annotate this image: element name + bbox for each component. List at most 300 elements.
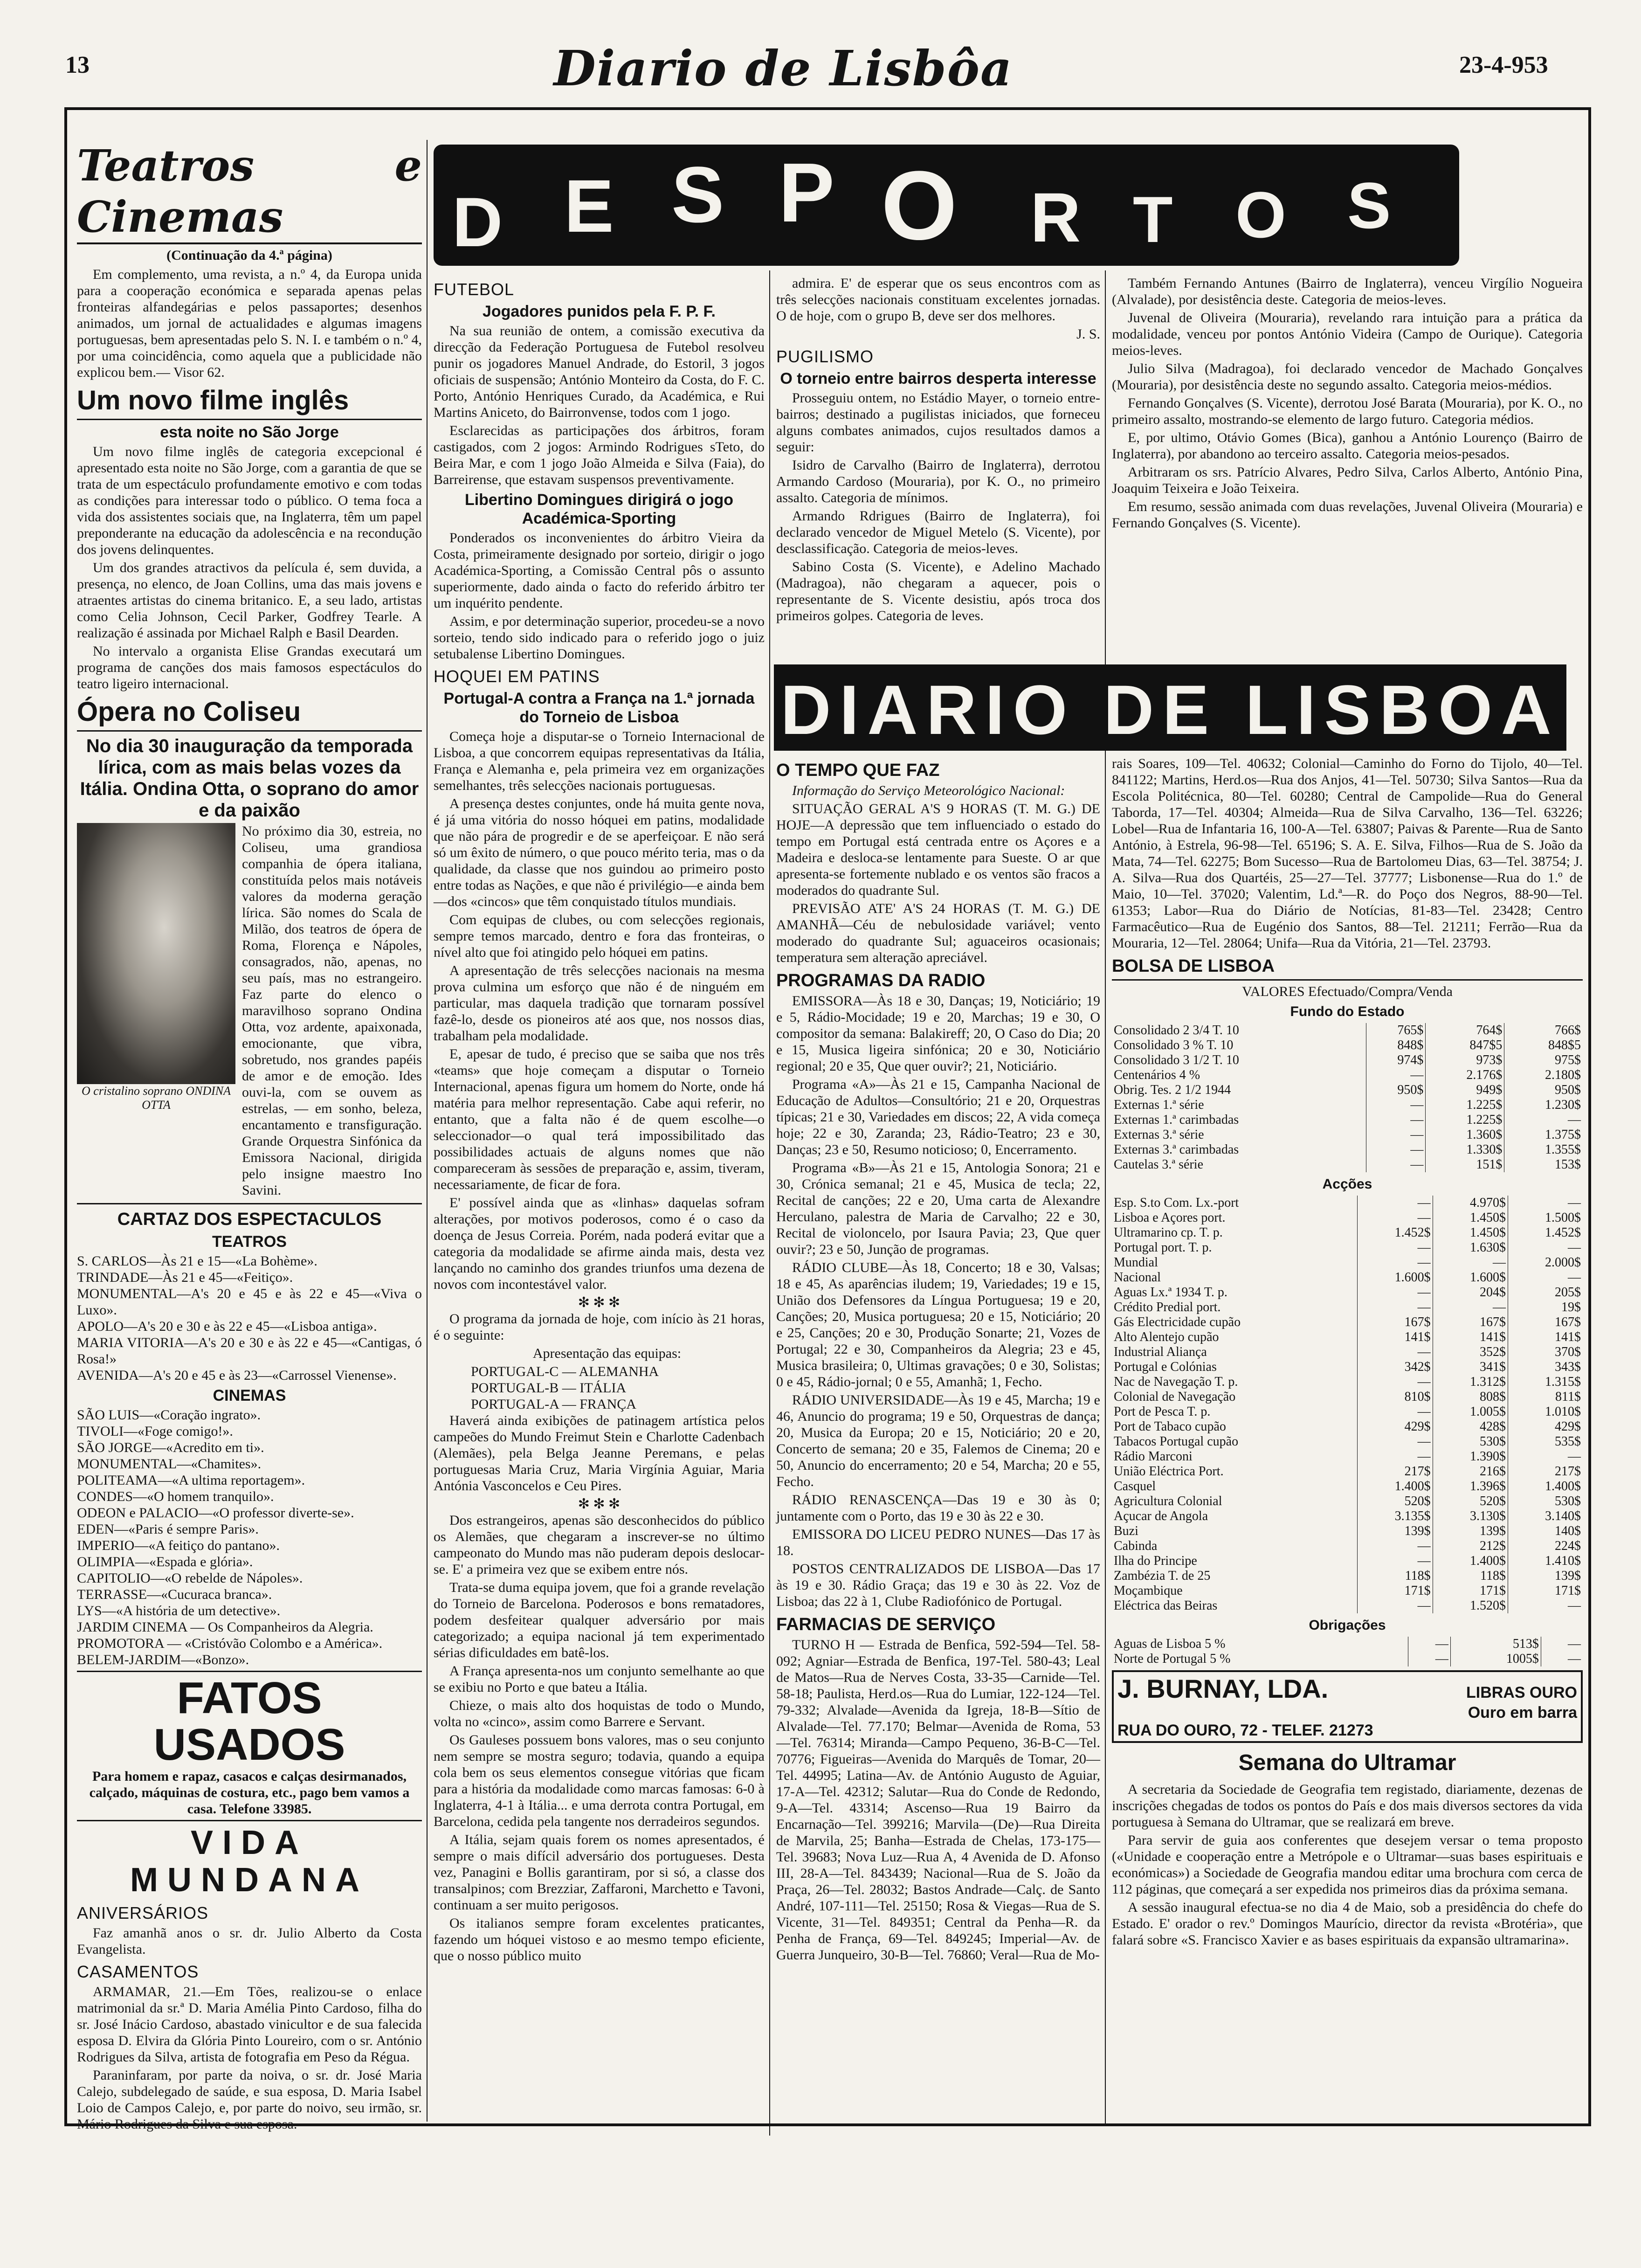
list-item: TIVOLI—«Foge comigo!». — [77, 1424, 233, 1439]
price-cell: 217$ — [1508, 1464, 1583, 1479]
security-name: Norte de Portugal 5 % — [1114, 1652, 1231, 1666]
price-cell: 3.135$ — [1358, 1509, 1433, 1524]
paragraph: Com equipas de clubes, ou com selecções regionais, sempre temos marcado, dentro e fora das fronteiras, o nível alto que foi atingido pelo hóquei em patins. — [434, 912, 765, 960]
list-item: PROMOTORA — «Cristóvão Colombo e a América». — [77, 1636, 383, 1651]
article-heading: Um novo filme inglês — [77, 385, 349, 415]
price-cell: 1.600$ — [1358, 1270, 1433, 1285]
article-heading: Libertino Domingues dirigirá o jogo Académica-Sporting — [464, 491, 734, 527]
table-row — [1112, 1196, 1583, 1210]
price-cell: 1.230$ — [1504, 1098, 1583, 1113]
article-heading: Portugal-A contra a França na 1.ª jornada do Torneio de Lisboa — [443, 690, 755, 726]
table-row — [1112, 1330, 1583, 1345]
banner-letter: T — [1133, 183, 1173, 256]
subsection-heading: CINEMAS — [213, 1387, 286, 1404]
table-row — [1112, 1583, 1583, 1598]
paragraph: Em resumo, sessão animada com duas revelações, Juvenal Oliveira (Mouraria) e Fernando Gonçalves (S. Vicente). — [1112, 499, 1583, 531]
price-cell: 141$ — [1508, 1330, 1583, 1345]
column-boxing — [776, 275, 1100, 657]
column-sports — [434, 275, 765, 2122]
article-heading: BOLSA DE LISBOA — [1112, 956, 1275, 976]
column-services — [776, 755, 1100, 2122]
table-row — [1112, 1285, 1583, 1300]
paragraph: Isidro de Carvalho (Bairro de Inglaterra), derrotou Armando Cardoso (Mouraria), por K. O., no primeiro assalto. Categoria de mínimos. — [776, 457, 1100, 505]
masthead: Diario de Lisbôa — [553, 40, 1013, 97]
price-cell: 224$ — [1508, 1539, 1583, 1554]
article-heading: O TEMPO QUE FAZ — [776, 761, 940, 780]
banner-letter: P — [779, 146, 835, 240]
table-header: VALORES Efectuado/Compra/Venda — [1242, 984, 1453, 999]
price-cell: 205$ — [1508, 1285, 1583, 1300]
table-row — [1112, 1419, 1583, 1434]
price-cell: 1.600$ — [1433, 1270, 1508, 1285]
price-cell: 2.180$ — [1504, 1068, 1583, 1083]
price-cell: 342$ — [1358, 1360, 1433, 1375]
price-cell: 848$5 — [1504, 1038, 1583, 1053]
price-cell: 141$ — [1433, 1330, 1508, 1345]
price-cell: 1.225$ — [1426, 1113, 1504, 1127]
security-name: Moçambique — [1114, 1583, 1183, 1598]
price-cell: — — [1508, 1240, 1583, 1255]
price-cell: 139$ — [1508, 1569, 1583, 1583]
banner-letter: O — [881, 151, 958, 260]
price-cell: 1.450$ — [1433, 1210, 1508, 1225]
paragraph: E, por ultimo, Otávio Gomes (Bica), ganhou a António Lourenço (Bairro de Inglaterra), por abandono ao terceiro assalto. Categoria meios-pesados. — [1112, 430, 1583, 462]
price-cell: 141$ — [1358, 1330, 1433, 1345]
table-row — [1112, 1127, 1583, 1142]
subsection-heading: TEATROS — [212, 1233, 287, 1251]
paragraph: Informação do Serviço Meteorológico Nacional: — [792, 783, 1065, 798]
paragraph: Prosseguiu ontem, no Estádio Mayer, o torneio entre-bairros; destinado a pugilistas iniciados, que forneceu alguns combates animados, cujos resultados damos a seguir: — [776, 390, 1100, 455]
banner-title: DIARIO DE LISBOA — [780, 671, 1560, 749]
list-item: CAPITOLIO—«O rebelde de Nápoles». — [77, 1570, 303, 1586]
price-cell: — — [1358, 1375, 1433, 1390]
category-label: PUGILISMO — [776, 347, 874, 366]
security-name: Externas 3.ª carimbadas — [1114, 1142, 1239, 1157]
price-cell: — — [1366, 1157, 1426, 1172]
price-cell: 151$ — [1426, 1157, 1504, 1172]
list-item: OLIMPIA—«Espada e glória». — [77, 1554, 253, 1570]
table-row — [1112, 1113, 1583, 1127]
security-name: Açucar de Angola — [1114, 1509, 1208, 1523]
security-name: Crédito Predial port. — [1114, 1300, 1221, 1314]
price-cell: 139$ — [1433, 1524, 1508, 1539]
price-cell: — — [1541, 1637, 1583, 1652]
table-row — [1112, 1434, 1583, 1449]
banner-letter: E — [564, 164, 614, 248]
price-cell: — — [1508, 1598, 1583, 1613]
paragraph: O programa da jornada de hoje, com início às 21 horas, é o seguinte: — [434, 1311, 765, 1343]
price-cell: — — [1508, 1196, 1583, 1210]
article-subheading: No dia 30 inauguração da temporada lírica, com as mais belas vozes da Itália. Ondina Otta, o soprano do amor e da paixão — [80, 736, 419, 821]
price-cell: 4.970$ — [1433, 1196, 1508, 1210]
price-cell: — — [1433, 1300, 1508, 1315]
article-heading: Ópera no Coliseu — [77, 697, 301, 727]
paragraph: TURNO H — Estrada de Benfica, 592-594—Tel. 58-092; Agniar—Estrada de Benfica, 197-Tel. 580-43; Leal de Matos—Rua de Nerves Costa, 33-35—Carnide—Tel. 58-18; Paulista, Herd.os—Rua do Lumiar, 122-124—Tel. 79-332; Alvalade—Avenida da Igreja, 18-B—Sítio de Alvalade—Tel. 77.170; Belmar—Avenida de Roma, 53—Tel. 76314; Miranda—Campo Pequeno, 36-B-C—Tel. 70776; Figueiras—Avenida do Marquês de Tomar, 20—Tel. 44995; Latina—Av. de António Augusto de Aguiar, 17-A—Tel. 42312; Salutar—Rua do Conde de Redondo, 9-A—Tel. 43314; Ascenso—Rua 19 Bairro da Encarnação—Tel. 399216; Marvila—(De)—Rua Direita de Marvila, 25; Banha—Estrada de Chelas, 173-175—Tel. 39683; Nova Luz—Rua A, 4 Avenida de D. Afonso III, 28-A—Tel. 843439; Nacional—Rua de S. João da Praça, 26—Tel. 28032; Bastos Andrade—Calç. de Santo André, 107-111—Tel. 25150; Rosa & Viegas—Rua de S. Vicente, 31—Tel. 849351; Central da Penha—R. da Penha de França, 69—Tel. 849245; Imperial—Av. de Guerra Junqueiro, 30-B—Tel. 76860; Veral—Rua de Mo- — [776, 1637, 1100, 1963]
security-name: Rádio Marconi — [1114, 1449, 1193, 1464]
price-cell: 808$ — [1433, 1390, 1508, 1404]
price-cell: 370$ — [1508, 1345, 1583, 1360]
match-item: PORTUGAL-B — ITÁLIA — [471, 1380, 627, 1396]
security-name: Aguas Lx.ª 1934 T. p. — [1114, 1285, 1227, 1300]
price-cell: 204$ — [1433, 1285, 1508, 1300]
table-section: Fundo do Estado — [1290, 1004, 1405, 1019]
category-label: HOQUEI EM PATINS — [434, 667, 600, 686]
list-item: S. CARLOS—Às 21 e 15—«La Bohème». — [77, 1253, 317, 1269]
price-cell: 429$ — [1358, 1419, 1433, 1434]
price-cell: 118$ — [1433, 1569, 1508, 1583]
paragraph: Apresentação das equipas: — [532, 1346, 682, 1361]
banner-letter: O — [1235, 178, 1286, 251]
security-name: Port de Pesca T. p. — [1114, 1404, 1211, 1419]
price-cell: 1.400$ — [1433, 1554, 1508, 1569]
table-row — [1112, 1157, 1583, 1172]
price-cell: 171$ — [1358, 1583, 1433, 1598]
price-cell: 140$ — [1508, 1524, 1583, 1539]
price-cell: 949$ — [1426, 1083, 1504, 1098]
paragraph: Para servir de guia aos conferentes que desejem versar o tema proposto («Unidade e cooperação entre a Metrópole e o Ultramar—suas bases espirituais e económicas») a Sociedade de Geografia mandou editar uma brochura com cerca de 112 páginas, que começará a ser expedida nos primeiros dias da próxima semana. — [1112, 1832, 1583, 1897]
price-cell: 1.225$ — [1426, 1098, 1504, 1113]
paragraph: Programa «B»—Às 21 e 15, Antologia Sonora; 21 e 30, Crónica semanal; 21 e 45, Musica de tecla; 22, Recital de canções; 22 e 20, Uma carta de Alexandre Herculano, palestra de Maria de Carvalho; 22 e 30, Recital de violoncelo, por Isaura Pavia; 23, Que quer ouvir?; 23 e 50, Junção de programas. — [776, 1160, 1100, 1257]
paragraph: Programa «A»—Às 21 e 15, Campanha Nacional de Educação de Adultos—Consultório; 21 e 20, Orquestras típicas; 21 e 30, Variedades em discos; 22, A vida começa hoje; 22 e 30, Zaranda; 23, Rádio-Teatro; 23 e 30, Danças; 23 e 50, Resumo noticioso; 0, Encerramento. — [776, 1077, 1100, 1157]
table-row — [1112, 1300, 1583, 1315]
price-cell: 1005$ — [1450, 1652, 1541, 1666]
security-name: Casquel — [1114, 1479, 1156, 1494]
paragraph: Começa hoje a disputar-se o Torneio Internacional de Lisboa, a que concorrem equipas representativas da Itália, França e Alemanha e, pela primeira vez em organizações semelhantes, três selecções nacionais portuguesas. — [434, 729, 765, 793]
page-number: 13 — [65, 52, 90, 78]
price-cell: 343$ — [1508, 1360, 1583, 1375]
price-cell: 530$ — [1508, 1494, 1583, 1509]
price-cell: 429$ — [1508, 1419, 1583, 1434]
divider — [1112, 979, 1583, 981]
ornament: ✻ ✻ ✻ — [578, 1295, 621, 1310]
price-cell: — — [1358, 1210, 1433, 1225]
price-cell: 973$ — [1426, 1053, 1504, 1068]
price-cell: 950$ — [1504, 1083, 1583, 1098]
price-cell: — — [1358, 1240, 1433, 1255]
subsection-heading: ANIVERSÁRIOS — [77, 1903, 209, 1922]
table-row — [1112, 1023, 1583, 1038]
list-item: LYS—«A história de um detective». — [77, 1603, 281, 1618]
desportos-banner — [434, 145, 1459, 266]
security-name: Portugal e Colónias — [1114, 1360, 1217, 1374]
security-name: Eléctrica das Beiras — [1114, 1598, 1218, 1613]
security-name: Nac de Navegação T. p. — [1114, 1375, 1238, 1389]
price-cell: 2.176$ — [1426, 1068, 1504, 1083]
price-cell: 1.400$ — [1358, 1479, 1433, 1494]
price-cell: — — [1358, 1554, 1433, 1569]
table-row — [1112, 1390, 1583, 1404]
security-name: Centenários 4 % — [1114, 1068, 1200, 1082]
list-item: JARDIM CINEMA — Os Companheiros da Alegria. — [77, 1619, 373, 1635]
column-boxing-cont — [1112, 275, 1583, 657]
paragraph: ARMAMAR, 21.—Em Tões, realizou-se o enlace matrimonial da sr.ª D. Maria Amélia Pinto Cardoso, filha do sr. José Inácio Cardoso, abastado vinicultor e de sua falecida esposa D. Elvira da Glória Pinto Loureiro, com o sr. António Rodrigues da Silva, artista de fotografia em Peso da Régua. — [77, 1984, 422, 2065]
security-name: Lisboa e Açores port. — [1114, 1210, 1226, 1225]
price-cell: — — [1358, 1434, 1433, 1449]
price-cell: 3.130$ — [1433, 1509, 1508, 1524]
security-name: Alto Alentejo cupão — [1114, 1330, 1219, 1344]
list-item: BELEM-JARDIM—«Bonzo». — [77, 1652, 249, 1667]
price-cell: 1.500$ — [1508, 1210, 1583, 1225]
security-name: Buzi — [1114, 1524, 1138, 1538]
paragraph: A sessão inaugural efectua-se no dia 4 de Maio, sob a presidência do chefe do Estado. E' orador o rev.º Domingos Maurício, director da revista «Brotéria», que falará sobre «S. Francisco Xavier e as bases espirituais da expansão ultramarina». — [1112, 1900, 1583, 1948]
price-cell: 848$ — [1366, 1038, 1426, 1053]
article-heading: Jogadores punidos pela F. P. F. — [482, 303, 716, 320]
security-name: Port de Tabaco cupão — [1114, 1419, 1226, 1434]
table-row — [1112, 1225, 1583, 1240]
price-cell: 811$ — [1508, 1390, 1583, 1404]
table-row — [1112, 1255, 1583, 1270]
security-name: Externas 1.ª série — [1114, 1098, 1204, 1112]
paragraph: Os italianos sempre foram excelentes praticantes, fazendo um hóquei vistoso e ao mesmo tempo eficiente, que o nosso público muito — [434, 1915, 765, 1964]
section-title-theatres: Teatros e Cinemas — [77, 140, 422, 244]
price-cell: 1.452$ — [1508, 1225, 1583, 1240]
price-cell: 1.330$ — [1426, 1142, 1504, 1157]
paragraph: Esclarecidas as participações dos árbitros, foram castigados, com 2 jogos: Armindo Rodrigues sTeto, do Beira Mar, e com 1 jogo João Almeida e Silva (Faia), do Barreirense, que estavam suspensos preventivamente. — [434, 423, 765, 487]
paragraph: Juvenal de Oliveira (Mouraria), revelando rara intuição para a prática da modalidade, venceu por pontos António Videira (Campo de Ourique). Categoria meios-leves. — [1112, 310, 1583, 358]
price-cell: 341$ — [1433, 1360, 1508, 1375]
paragraph: Chieze, o mais alto dos hoquistas de todo o Mundo, volta no «cinco», assim como Barrere e Servant. — [434, 1698, 765, 1729]
list-item: EDEN—«Paris é sempre Paris». — [77, 1521, 259, 1537]
list-item: AVENIDA—A's 20 e 45 e às 23—«Carrossel Vienense». — [77, 1368, 397, 1383]
list-item: IMPERIO—«A feitiço do pantano». — [77, 1538, 280, 1553]
stock-table-obrig — [1112, 1637, 1583, 1666]
price-cell: — — [1358, 1196, 1433, 1210]
paragraph: SITUAÇÃO GERAL A'S 9 HORAS (T. M. G.) DE HOJE—A depressão que tem influenciado o estado do tempo em Portugal está centrada entre os Açores e a Madeira e desloca-se lentamente para Sueste. O ar que apresenta-se fortemente nublado e os ventos são fracos a moderados do quadrante Sul. — [776, 801, 1100, 898]
divider — [77, 730, 422, 732]
article-heading: PROGRAMAS DA RADIO — [776, 971, 986, 990]
paragraph: Um dos grandes atractivos da película é, sem duvida, a presença, no elenco, de Joan Collins, uma das mais jovens e atraentes artistas do cinema britanico. E, a seu lado, artistas como Celia Johnson, Cecil Parker, Godfrey Tearle. A realização é assinada por Michael Ralph e Basil Dearden. — [77, 560, 422, 641]
price-cell: 428$ — [1433, 1419, 1508, 1434]
paragraph: Trata-se duma equipa jovem, que foi a grande revelação do Torneio de Barcelona. Poderosos e bons rematadores, podem desfeitear qualquer adversário por mais categorizado; a equipa nacional já tem experimentado sérias dificuldades em batê-los. — [434, 1580, 765, 1660]
price-cell: 2.000$ — [1508, 1255, 1583, 1270]
security-name: Cautelas 3.ª série — [1114, 1157, 1203, 1172]
security-name: Portugal port. T. p. — [1114, 1240, 1212, 1255]
continuation-note: (Continuação da 4.ª página) — [166, 248, 332, 263]
ad-text: Para homem e rapaz, casacos e calças desirmanados, calçado, máquinas de costura, etc., pago bem vamos a casa. Telefone 33985. — [89, 1769, 410, 1817]
table-row — [1112, 1524, 1583, 1539]
security-name: Ilha do Principe — [1114, 1554, 1197, 1568]
price-cell: 1.520$ — [1433, 1598, 1508, 1613]
price-cell: — — [1358, 1449, 1433, 1464]
table-row — [1112, 1637, 1583, 1652]
security-name: Colonial de Navegação — [1114, 1390, 1236, 1404]
price-cell: 765$ — [1366, 1023, 1426, 1038]
list-item: CONDES—«O homem tranquilo». — [77, 1489, 274, 1504]
paragraph: Em complemento, uma revista, a n.º 4, da Europa unida para a cooperação económica e separada apenas pelas fronteiras alfandegárias e pelos passaportes; desenhos animados, um jornal de actualidades e algumas imagens portuguesas, bem apresentadas pelo S. N. I. e também o n.º 4, por uma coincidência, como aquela que a publicidade não explicou bem.— Visor 62. — [77, 267, 422, 380]
price-cell: 1.452$ — [1358, 1225, 1433, 1240]
list-item: SÃO JORGE—«Acredito em ti». — [77, 1440, 264, 1455]
divider — [77, 1203, 422, 1204]
paragraph: Também Fernando Antunes (Bairro de Inglaterra), venceu Virgílio Nogueira (Alvalade), por desistência deste. Categoria de meios-leves. — [1112, 276, 1583, 307]
price-cell: 1.390$ — [1433, 1449, 1508, 1464]
price-cell: 810$ — [1358, 1390, 1433, 1404]
ad-address: RUA DO OURO, 72 - TELEF. 21273 — [1117, 1722, 1373, 1739]
price-cell: 764$ — [1426, 1023, 1504, 1038]
table-row — [1112, 1240, 1583, 1255]
divider — [77, 1671, 422, 1672]
price-cell: 520$ — [1433, 1494, 1508, 1509]
photo-caption: O cristalino soprano ONDINA OTTA — [82, 1084, 231, 1112]
price-cell: — — [1358, 1539, 1433, 1554]
table-row — [1112, 1449, 1583, 1464]
table-row — [1112, 1404, 1583, 1419]
price-cell: 118$ — [1358, 1569, 1433, 1583]
security-name: Consolidado 3 1/2 T. 10 — [1114, 1053, 1239, 1067]
paragraph: EMISSORA DO LICEU PEDRO NUNES—Das 17 às 18. — [776, 1527, 1100, 1558]
paragraph: Arbitraram os srs. Patrício Alvares, Pedro Silva, Carlos Alberto, António Pina, Joaquim Teixeira e João Teixeira. — [1112, 464, 1583, 496]
security-name: Gás Electricidade cupão — [1114, 1315, 1241, 1329]
table-row — [1112, 1539, 1583, 1554]
table-row — [1112, 1038, 1583, 1053]
paragraph: Paraninfaram, por parte da noiva, o sr. dr. José Maria Calejo, subdelegado de saúde, e sua esposa, D. Maria Isabel Loio de Campos Calejo, e, por parte do noivo, seu irmão, sr. Mário Rodrigues da Silva e sua esposa. — [77, 2067, 422, 2132]
list-item: SÃO LUIS—«Coração ingrato». — [77, 1407, 261, 1423]
price-cell: 171$ — [1433, 1583, 1508, 1598]
table-row — [1112, 1068, 1583, 1083]
paragraph: Julio Silva (Madragoa), foi declarado vencedor de Machado Gonçalves (Mouraria), por desistência deste no segundo assalto. Categoria meios-médios. — [1112, 361, 1583, 393]
table-row — [1112, 1315, 1583, 1330]
stock-table-fundo — [1112, 1023, 1583, 1172]
paragraph: A França apresenta-nos um conjunto semelhante ao que se exibiu no Porto e que bateu a Itália. — [434, 1663, 765, 1695]
paragraph: E' possível ainda que as «linhas» daquelas sofram alterações, por motivos poderosos, como é o caso da doença de Jesus Correia. Porém, nada poderá evitar que a categoria da modalidade se afirme ainda mais, desta vez lançando no caminho dos grandes triunfos uma dezena de novos com incontestável valor. — [434, 1195, 765, 1292]
banner-letter: S — [671, 151, 724, 239]
price-cell: 1.396$ — [1433, 1479, 1508, 1494]
price-cell: 1.410$ — [1508, 1554, 1583, 1569]
list-item: TERRASSE—«Cucuraca branca». — [77, 1587, 272, 1602]
price-cell: 974$ — [1366, 1053, 1426, 1068]
table-row — [1112, 1142, 1583, 1157]
paragraph: A presença destes conjuntes, onde há muita gente nova, é já uma vitória do nosso hóquei em patins, modalidade que não pára de progredir e de se aperfeiçoar. E não será só um êxito de número, o que pouco mérito teria, mas o da qualidade, da classe que nos guindou ao primeiro posto entre todas as Nações, e que não é privilégio—e ainda bem—dos «cincos» que têm conquistado títulos mundiais. — [434, 796, 765, 909]
price-cell: 1.005$ — [1433, 1404, 1508, 1419]
column-stock — [1112, 755, 1583, 2122]
article-subheading: esta noite no São Jorge — [160, 423, 339, 441]
table-row — [1112, 1345, 1583, 1360]
price-cell: 950$ — [1366, 1083, 1426, 1098]
price-cell: 167$ — [1433, 1315, 1508, 1330]
security-name: Consolidado 3 % T. 10 — [1114, 1038, 1234, 1052]
singer-photo — [77, 823, 235, 1084]
ad-text: LIBRAS OURO — [1466, 1684, 1577, 1701]
subsection-heading: CASAMENTOS — [77, 1962, 199, 1981]
banner-letter: D — [452, 183, 503, 261]
price-cell: — — [1508, 1270, 1583, 1285]
paragraph: RÁDIO UNIVERSIDADE—Às 19 e 45, Marcha; 19 e 46, Anuncio do programa; 19 e 50, Orquestras de dança; 20, Musica da Europa; 20 e 15, Noticiário; 20 e 20, Concerto de semana; 20 e 35, Falemos de Cinema; 20 e 50, Anuncio do encerramento; 20 e 54, Marcha; 20 e 55, Fecho. — [776, 1392, 1100, 1489]
article-heading: CARTAZ DOS ESPECTACULOS — [117, 1210, 382, 1229]
paragraph: No próximo dia 30, estreia, no Coliseu, uma grandiosa companhia de ópera italiana, constituída pelos mais notáveis valores da moderna geração lírica. São nomes do Scala de Milão, dos teatros de ópera de Roma, Florença e Nápoles, consagrados, não, apenas, no seu país, mas no estrangeiro. Faz parte do elenco o maravilhoso soprano Ondina Otta, voz ardente, apaixonada, emocionante, que vibra, sobretudo, nos grandes papéis de amor e de emoção. Ides ouvi-la, com se ouvem as estrelas, — em sonho, beleza, encantamento e transfiguração. Grande Orquestra Sinfónica da Emissora Nacional, dirigida pelo insigne maestro Ino Savini. — [242, 823, 422, 1198]
paragraph: Os Gauleses possuem bons valores, mas o seu conjunto nem sempre se mostra seguro; todavia, quando a equipa cola bem os seus elementos consegue vitórias que ficam para a história da modalidade como marcas famosas: 6-0 à Inglaterra, 4-1 à Itália... e uma derrota contra Portugal, em Barcelona, cedida pela tangente nos derradeiros segundos. — [434, 1732, 765, 1829]
price-cell: 975$ — [1504, 1053, 1583, 1068]
table-row — [1112, 1554, 1583, 1569]
list-item: MONUMENTAL—«Chamites». — [77, 1456, 262, 1472]
column-rule — [769, 270, 770, 2136]
price-cell: — — [1366, 1098, 1426, 1113]
price-cell: 1.360$ — [1426, 1127, 1504, 1142]
paragraph: POSTOS CENTRALIZADOS DE LISBOA—Das 17 às 19 e 30. Rádio Graça; das 19 e 30 às 22. Voz de Lisboa; das 22 à 1, Clube Radiofónico de Portugal. — [776, 1561, 1100, 1609]
table-row — [1112, 1083, 1583, 1098]
paragraph: RÁDIO RENASCENÇA—Das 19 e 30 às 0; juntamente com o Porto, das 19 e 30 às 22 e 30. — [776, 1492, 1100, 1524]
paragraph: E, apesar de tudo, é preciso que se saiba que nos três «teams» que hoje começam a disputar o Torneio Internacional, apenas figura um homem do Norte, onde há matéria para melhor representação. Cabe aqui referir, no entanto, que a falta não é de quem escolhe—o seleccionador—o qual terá impossibilitado das possibilidades actuais de alguns nomes que não compareceram às sessões de preparação e, assim, tiveram, necessariamente, de ficar de fora. — [434, 1046, 765, 1192]
price-cell: 19$ — [1508, 1300, 1583, 1315]
column-theatres — [77, 140, 422, 2132]
price-cell: 139$ — [1358, 1524, 1433, 1539]
ad-title: FATOS USADOS — [153, 1673, 345, 1770]
paragraph: A Itália, sejam quais forem os nomes apresentados, é sempre o mais difícil adversário dos portugueses. Desta vez, Panagini e Bollis garantiram, por si só, a classe dos transalpinos; com Brezziar, Zaffaroni, Marchetto e Tavoni, continuam a ser muito perigosos. — [434, 1832, 765, 1913]
paragraph: admira. E' de esperar que os seus encontros com as três selecções nacionais constituam excelentes jornadas. O de hoje, com o grupo B, deve ser dos melhores. — [776, 276, 1100, 324]
security-name: Industrial Aliança — [1114, 1345, 1207, 1359]
ad-company: J. BURNAY, LDA. — [1117, 1674, 1329, 1703]
article-heading: O torneio entre bairros desperta interesse — [780, 370, 1096, 387]
security-name: Consolidado 2 3/4 T. 10 — [1114, 1023, 1239, 1037]
paragraph: Dos estrangeiros, apenas são desconhecidos do público os Alemães, que chegaram a inscrever-se no último campeonato do Mundo mas não puderam depois deslocar-se. E' a primeira vez que se exibem entre nós. — [434, 1513, 765, 1577]
price-cell: 1.010$ — [1508, 1404, 1583, 1419]
security-name: União Eléctrica Port. — [1114, 1464, 1224, 1479]
match-item: PORTUGAL-C — ALEMANHA — [471, 1364, 659, 1379]
security-name: Tabacos Portugal cupão — [1114, 1434, 1239, 1449]
price-cell: — — [1358, 1255, 1433, 1270]
paragraph: No intervalo a organista Elise Grandas executará um programa de canções dos mais famosos espectáculos do teatro ligeiro internacional. — [77, 643, 422, 691]
category-label: FUTEBOL — [434, 280, 515, 299]
security-name: Esp. S.to Com. Lx.-port — [1114, 1196, 1239, 1210]
paragraph: rais Soares, 109—Tel. 40632; Colonial—Caminho do Forno do Tijolo, 40—Tel. 841122; Martins, Herd.os—Rua dos Anjos, 41—Tel. 50730; Silva Santos—Rua da Escola Politécnica, 80—Tel. 60280; Central de Campolide—Rua do General Taborda, 17—Tel. 40304; Almeida—Rua de Silva Carvalho, 136—Tel. 63226; Lobel—Rua de Infantaria 16, 100-A—Tel. 63807; Paivas & Parente—Rua de Santo António, à Estrela, 96-98—Tel. 65196; S. A. E. Silva, Filhos—Rua de S. João da Mata, 74—Tel. 62275; Bom Sucesso—Rua de Bartolomeu Dias, 63—Tel. 38754; J. A. Silva—Rua dos Quartéis, 25—27—Tel. 37777; Lisbonense—Rua do 1.º de Maio, 10—Tel. 37020; Valentim, Ld.ª—R. do Poço dos Negros, 88-90—Tel. 61353; Labor—Rua do Diário de Notícias, 81-83—Tel. 23428; Centro Farmacêutico—Rua de Eugénio dos Santos, 88—Tel. 21211; Ferrão—Rua da Mouraria, 12—Tel. 28064; Unifa—Rua da Vitória, 21—Tel. 23793. — [1112, 756, 1583, 951]
security-name: Nacional — [1114, 1270, 1161, 1285]
table-row — [1112, 1479, 1583, 1494]
paragraph: Um novo filme inglês de categoria excepcional é apresentado esta noite no São Jorge, com a garantia de que se trata de um espectáculo profundamente emotivo e com todas as condições para interessar todo o público. O tema foca a vida dos assistentes sociais que, na Inglaterra, têm um papel preponderante na educação da adolescência e na recondução dos jovens delinquentes. — [77, 444, 422, 557]
price-cell: — — [1504, 1113, 1583, 1127]
price-cell: — — [1508, 1449, 1583, 1464]
list-item: APOLO—A's 20 e 30 e às 22 e 45—«Lisboa antiga». — [77, 1319, 377, 1334]
security-name: Externas 3.ª série — [1114, 1127, 1204, 1142]
table-row — [1112, 1509, 1583, 1524]
table-row — [1112, 1270, 1583, 1285]
price-cell: 766$ — [1504, 1023, 1583, 1038]
price-cell: — — [1366, 1142, 1426, 1157]
table-row — [1112, 1375, 1583, 1390]
price-cell: 1.375$ — [1504, 1127, 1583, 1142]
price-cell: 1.630$ — [1433, 1240, 1508, 1255]
divider — [77, 1820, 422, 1821]
paragraph: Sabino Costa (S. Vicente), e Adelino Machado (Madragoa), não chegaram a aquecer, pois o representante de S. Vicente desistiu, após troca dos primeiros golpes. Categoria de leves. — [776, 559, 1100, 623]
table-row — [1112, 1652, 1583, 1666]
paragraph: RÁDIO CLUBE—Às 18, Concerto; 18 e 30, Valsas; 18 e 45, As aparências iludem; 19, Variedades; 19 e 15, União dos Defensores da Língua Portuguesa; 19 e 20, Canções; 20, Musica portuguesa; 20 e 15, Noticiário; 20 e 25, Canções; 20 e 30, Produção Sonarte; 21, Vozes de Portugal; 22 e 30, Companheiros da Alegria; 23 e 45, Musica brasileira; 0, Ultimas gravações; 0 e 30, Solistas; 0 e 45, Rádio-jornal; 0 e 55, Amanhã; 1, Fecho. — [776, 1260, 1100, 1390]
security-name: Obrig. Tes. 2 1/2 1944 — [1114, 1083, 1231, 1097]
security-name: Ultramarino cp. T. p. — [1114, 1225, 1223, 1240]
price-cell: 217$ — [1358, 1464, 1433, 1479]
price-cell: 171$ — [1508, 1583, 1583, 1598]
paragraph: EMISSORA—Às 18 e 30, Danças; 19, Noticiário; 19 e 5, Rádio-Mocidade; 19 e 20, Marchas; 19 e 30, O compositor da semana: Balakireff; 20, O Caso do Dia; 20 e 15, Musica ligeira sinfónica; 20 e 30, Noticiário regional; 20 e 35, Que quer ouvir?; 21, Noticiário. — [776, 993, 1100, 1074]
price-cell: 212$ — [1433, 1539, 1508, 1554]
price-cell: 520$ — [1358, 1494, 1433, 1509]
table-row — [1112, 1210, 1583, 1225]
price-cell: 1.400$ — [1508, 1479, 1583, 1494]
paragraph: PREVISÃO ATE' A'S 24 HORAS (T. M. G.) DE AMANHÃ—Céu de nebulosidade variável; vento moderado do quadrante Sul; aguaceiros ocasionais; temperatura sem alteração apreciável. — [776, 901, 1100, 965]
article-heading: FARMACIAS DE SERVIÇO — [776, 1615, 996, 1634]
list-item: MARIA VITORIA—A's 20 e 30 e às 22 e 45—«Cantigas, ó Rosa!» — [77, 1335, 422, 1367]
article-heading: Semana do Ultramar — [1238, 1750, 1456, 1775]
table-section: Acções — [1322, 1176, 1372, 1192]
paragraph: A apresentação de três selecções nacionais na mesma prova culmina um esforço que não é de ninguém em particular, mas daquela tradição que tornaram possível fazê-lo, desde os pioneiros até aos que, nos nossos dias, trabalham pela modalidade. — [434, 963, 765, 1044]
price-cell: — — [1358, 1285, 1433, 1300]
price-cell: — — [1541, 1652, 1583, 1666]
paragraph: Assim, e por determinação superior, procedeu-se a novo sorteio, tendo sido indicado para o referido jogo o juiz setubalense Libertino Domingues. — [434, 614, 765, 662]
list-item: TRINDADE—Às 21 e 45—«Feitiço». — [77, 1270, 293, 1285]
price-cell: — — [1408, 1652, 1451, 1666]
security-name: Mundial — [1114, 1255, 1158, 1270]
price-cell: — — [1358, 1598, 1433, 1613]
table-section: Obrigações — [1309, 1618, 1386, 1633]
column-rule — [1105, 270, 1106, 2126]
list-item: MONUMENTAL—A's 20 e 45 e às 22 e 45—«Viva o Luxo». — [77, 1286, 422, 1318]
paragraph: A secretaria da Sociedade de Geografia tem registado, diariamente, dezenas de inscrições chegadas de todos os pontos do País e dos mais diversos sectores da vida portuguesa à Semana do Ultramar, que se realizará em breve. — [1112, 1782, 1583, 1830]
stock-table-acoes — [1112, 1196, 1583, 1613]
